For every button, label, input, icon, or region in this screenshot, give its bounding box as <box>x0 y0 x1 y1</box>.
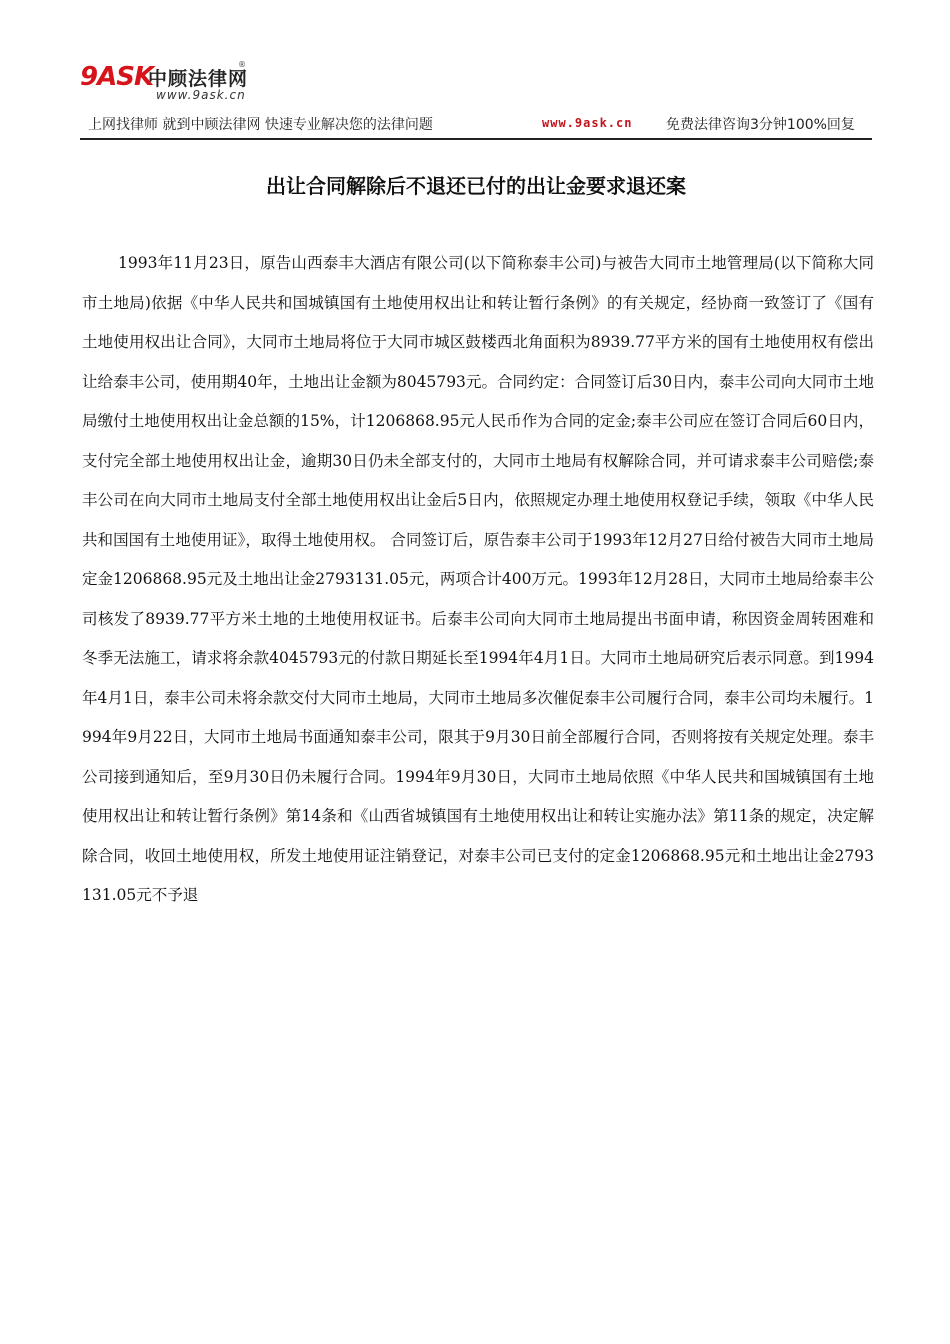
logo-chinese-name: 中顾法律网 <box>148 68 249 90</box>
header-site-link[interactable]: www.9ask.cn <box>542 116 633 130</box>
document-body: 1993年11月23日，原告山西泰丰大酒店有限公司(以下简称泰丰公司)与被告大同市土地管理局(以下简称大同市土地局)依据《中华人民共和国城镇国有土地使用权出让和转让暂行条例》的有关规定，经协商一致签订了《国有土地使用权出让合同》，大同市土地局将位于大同市城区鼓楼西北角面积为8939.77平方米的国有土地使用权有偿出让给泰丰公司，使用期40年，土地出让金额为8045793元。合同约定：合同签订后30日内，泰丰公司向大同市土地局缴付土地使用权出让金总额的15%，计1206868.95元人民币作为合同的定金;泰丰公司应在签订合同后60日内，支付完全部土地使用权出让金，逾期30日仍未全部支付的，大同市土地局有权解除合同，并可请求泰丰公司赔偿;泰丰公司在向大同市土地局支付全部土地使用权出让金后5日内，依照规定办理土地使用权登记手续，领取《中华人民共和国国有土地使用证》，取得土地使用权。 合同签订后，原告泰丰公司于1993年12月27日给付被告大同市土地局定金1206868.95元及土地出让金2793131.05元，两项合计400万元。1993年12月28日，大同市土地局给泰丰公司核发了8939.77平方米土地的土地使用权证书。后泰丰公司向大同市土地局提出书面申请，称因资金周转困难和冬季无法施工，请求将余款4045793元的付款日期延长至1994年4月1日。大同市土地局研究后表示同意。到1994年4月1日，泰丰公司未将余款交付大同市土地局，大同市土地局多次催促泰丰公司履行合同，泰丰公司均未履行。1994年9月22日，大同市土地局书面通知泰丰公司，限其于9月30日前全部履行合同，否则将按有关规定处理。泰丰公司接到通知后，至9月30日仍未履行合同。1994年9月30日，大同市土地局依照《中华人民共和国城镇国有土地使用权出让和转让暂行条例》第14条和《山西省城镇国有土地使用权出让和转让实施办法》第11条的规定，决定解除合同，收回土地使用权，所发土地使用证注销登记，对泰丰公司已支付的定金1206868.95元和土地出让金2793131.05元不予退 <box>82 254 874 904</box>
header-slogan: 上网找律师 就到中顾法律网 快速专业解决您的法律问题 <box>88 117 433 133</box>
header-divider <box>80 138 872 140</box>
header-promo: 免费法律咨询3分钟100%回复 <box>666 117 855 133</box>
registered-trademark-icon: ® <box>238 60 246 69</box>
site-logo[interactable] <box>80 58 340 106</box>
document-title: 出让合同解除后不退还已付的出让金要求退还案 <box>266 174 686 198</box>
logo-url: www.9ask.cn <box>156 88 246 102</box>
logo-mark: 9ASK <box>80 62 154 92</box>
site-header <box>80 58 872 142</box>
